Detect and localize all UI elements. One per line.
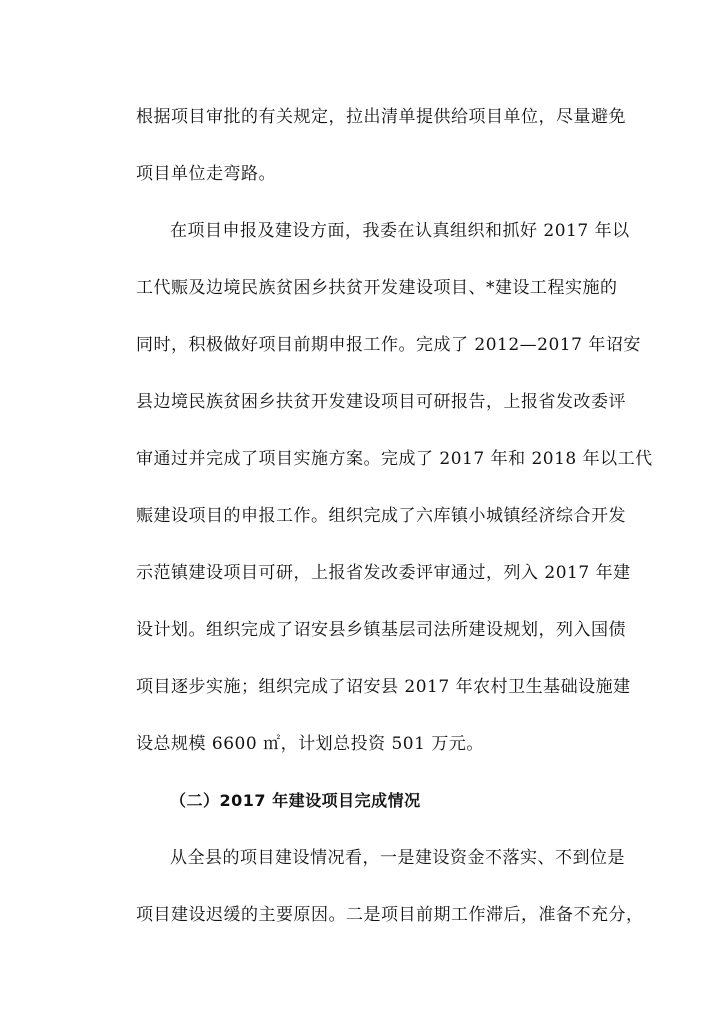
section-heading: （二）2017 年建设项目完成情况 xyxy=(170,791,421,810)
paragraph-line: 县边境民族贫困乡扶贫开发建设项目可研报告，上报省发改委评 xyxy=(136,392,626,412)
paragraph-first-line: 在项目申报及建设方面，我委在认真组织和抓好 2017 年以 xyxy=(170,221,630,241)
paragraph-line: 示范镇建设项目可研，上报省发改委评审通过，列入 2017 年建 xyxy=(136,563,631,583)
paragraph-line: 项目建设迟缓的主要原因。二是项目前期工作滞后，准备不充分， xyxy=(136,905,644,925)
paragraph-line: 根据项目审批的有关规定，拉出清单提供给项目单位，尽量避免 xyxy=(136,107,626,127)
paragraph-line: 设计划。组织完成了诏安县乡镇基层司法所建设规划，列入国债 xyxy=(136,620,626,640)
paragraph-line: 审通过并完成了项目实施方案。完成了 2017 年和 2018 年以工代 xyxy=(136,449,653,469)
paragraph-line: 设总规模 6600 ㎡，计划总投资 501 万元。 xyxy=(136,734,484,754)
paragraph-first-line: 从全县的项目建设情况看，一是建设资金不落实、不到位是 xyxy=(170,848,625,868)
paragraph-line: 同时，积极做好项目前期申报工作。完成了 2012—2017 年诏安 xyxy=(136,335,641,355)
paragraph-line: 项目逐步实施；组织完成了诏安县 2017 年农村卫生基础设施建 xyxy=(136,677,631,697)
paragraph-line: 工代赈及边境民族贫困乡扶贫开发建设项目、*建设工程实施的 xyxy=(136,278,618,298)
paragraph-line: 赈建设项目的申报工作。组织完成了六库镇小城镇经济综合开发 xyxy=(136,506,626,526)
paragraph-line: 项目单位走弯路。 xyxy=(136,164,276,184)
